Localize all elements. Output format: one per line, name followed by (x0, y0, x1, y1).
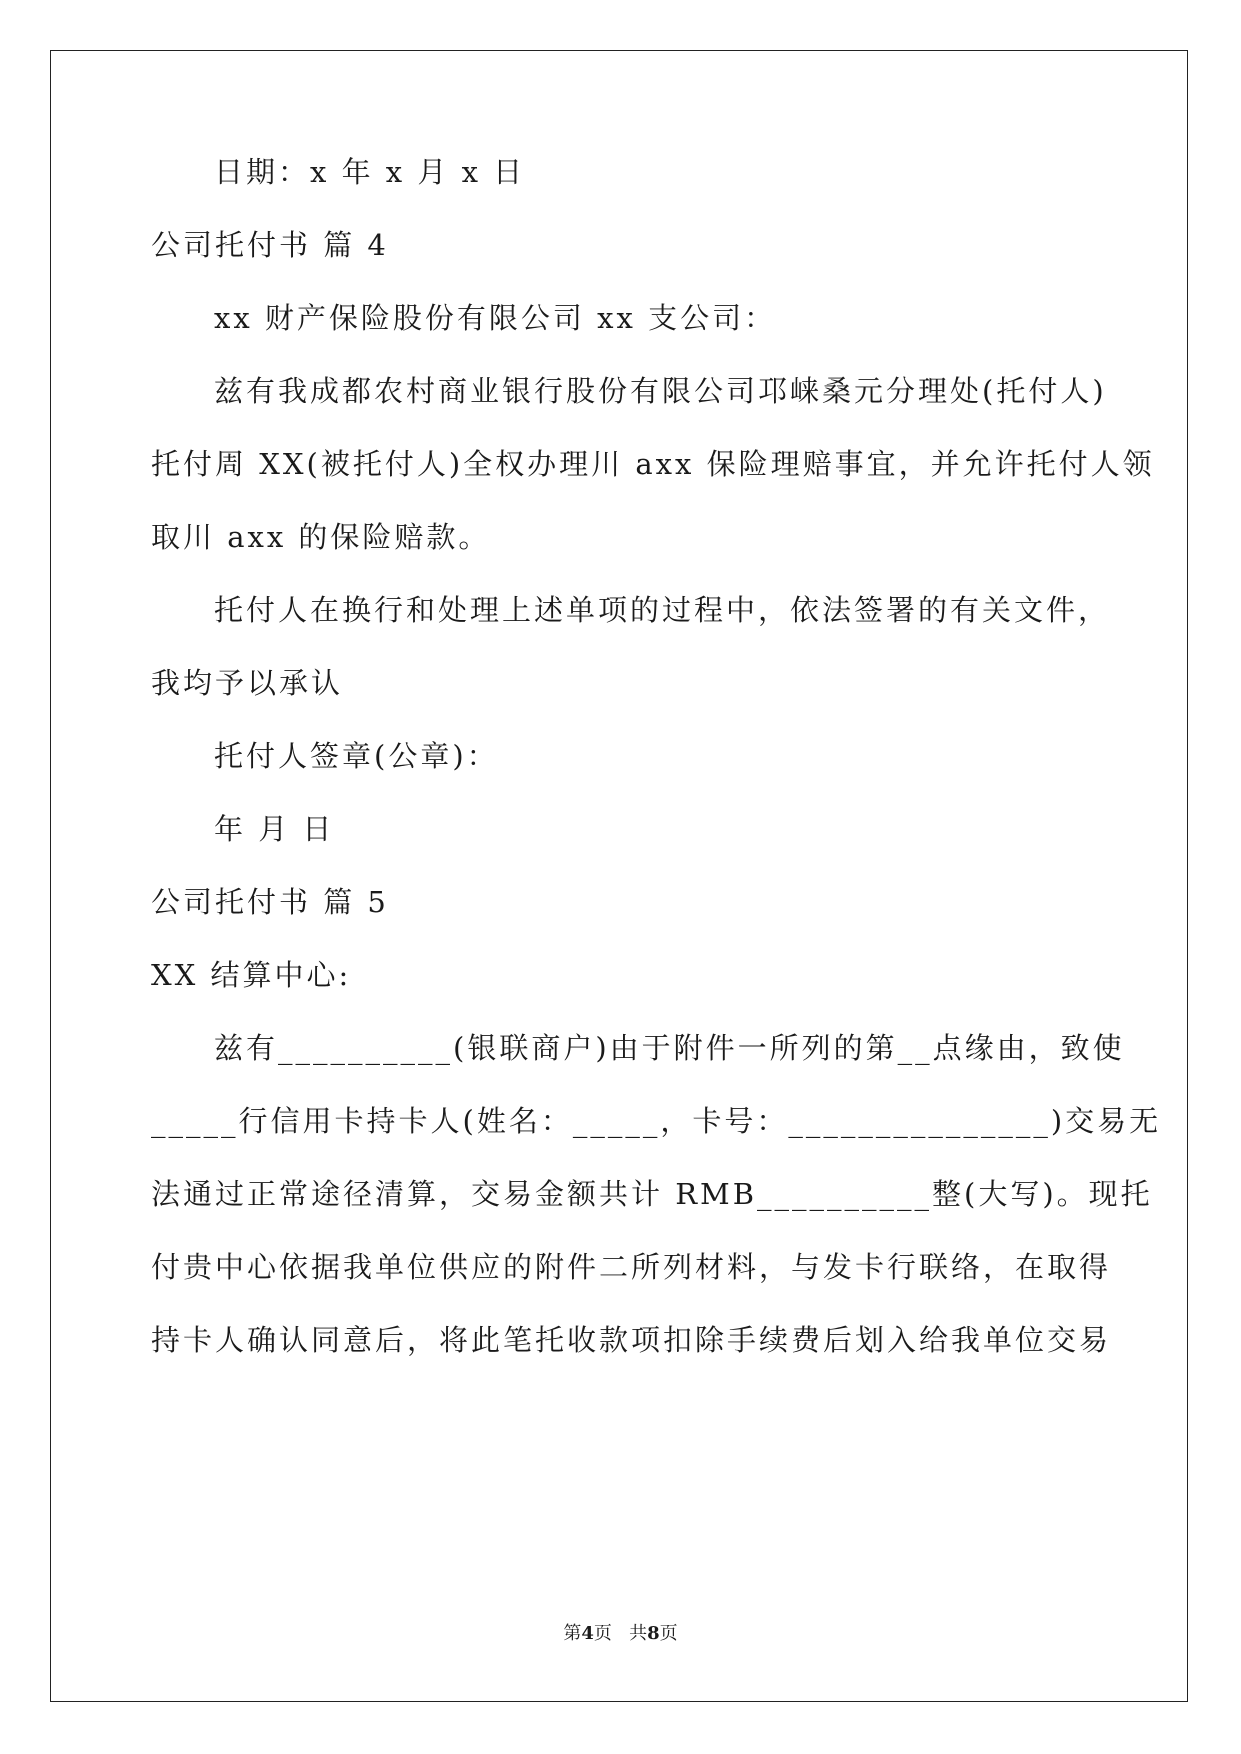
paragraph-line: 兹有我成都农村商业银行股份有限公司邛崃桑元分理处(托付人) (214, 374, 1107, 408)
paragraph-line: 取川 axx 的保险赔款。 (151, 520, 491, 554)
current-page-number: 4 (581, 1623, 594, 1644)
footer-total-prefix: 共 (629, 1623, 648, 1644)
addressee-line: xx 财产保险股份有限公司 xx 支公司： (214, 301, 777, 335)
section-heading-4: 公司托付书 篇 4 (151, 228, 389, 262)
footer-page-unit: 页 (593, 1623, 612, 1644)
date-line: 日期：x 年 x 月 x 日 (214, 155, 526, 189)
footer-prefix: 第 (563, 1623, 582, 1644)
paragraph-line: 兹有__________(银联商户)由于附件一所列的第__点缘由，致使 (214, 1031, 1125, 1065)
paragraph-line: 法通过正常途径清算，交易金额共计 RMB__________整(大写)。现托 (151, 1177, 1153, 1211)
paragraph-line: 付贵中心依据我单位供应的附件二所列材料，与发卡行联络，在取得 (151, 1250, 1112, 1284)
paragraph-line: _____行信用卡持卡人(姓名：_____，卡号：_______________)交易无 (151, 1104, 1162, 1138)
addressee-line: XX 结算中心: (151, 958, 352, 992)
date-blank-line: 年 月 日 (214, 812, 335, 846)
paragraph-line: 持卡人确认同意后，将此笔托收款项扣除手续费后划入给我单位交易 (151, 1323, 1112, 1357)
signature-line: 托付人签章(公章)： (214, 739, 499, 773)
footer-total-unit: 页 (659, 1623, 678, 1644)
page-footer (0, 1622, 1241, 1646)
paragraph-line: 托付周 XX(被托付人)全权办理川 axx 保险理赔事宜，并允许托付人领 (151, 447, 1155, 481)
paragraph-line: 我均予以承认 (151, 666, 344, 700)
total-pages-number: 8 (647, 1623, 660, 1644)
section-heading-5: 公司托付书 篇 5 (151, 885, 389, 919)
paragraph-line: 托付人在换行和处理上述单项的过程中，依法签署的有关文件， (214, 593, 1111, 627)
